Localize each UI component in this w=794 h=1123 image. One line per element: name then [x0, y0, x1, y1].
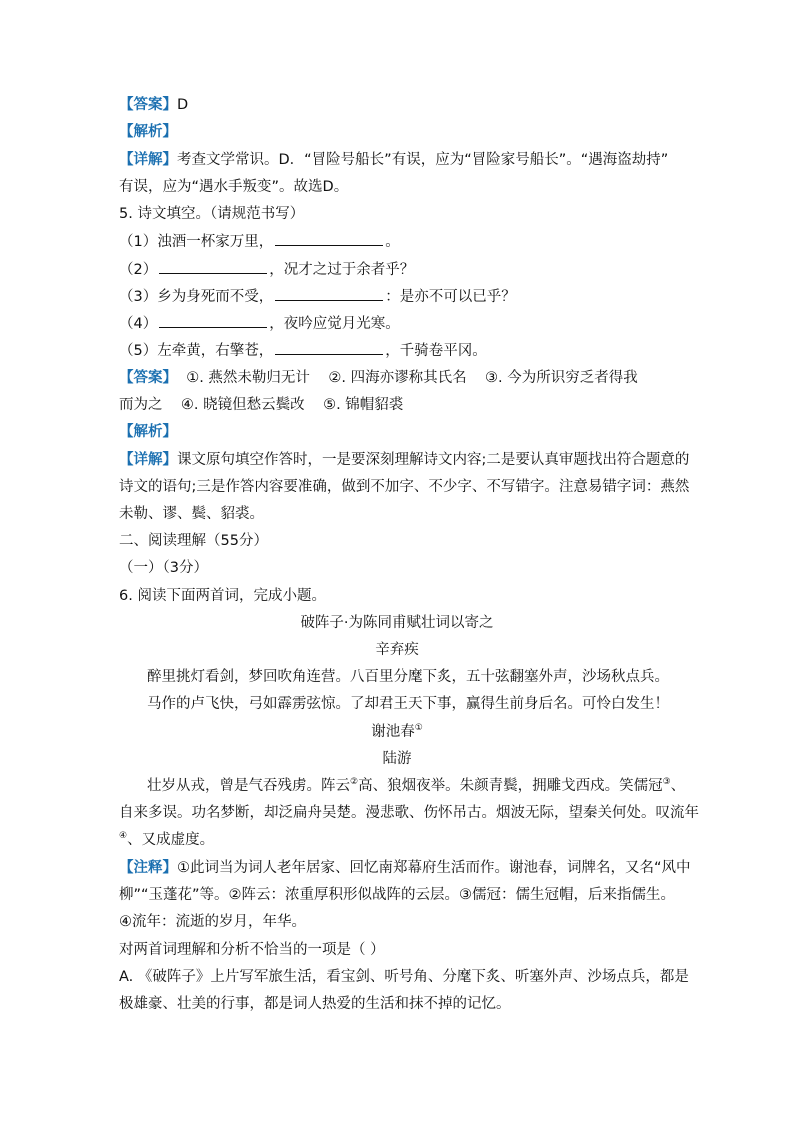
fill-blank [159, 259, 267, 274]
item-post: ：是亦不可以已乎？ [385, 289, 516, 305]
q5-item-4 [119, 313, 400, 334]
q5-item-3 [119, 286, 516, 307]
fill-blank [275, 231, 383, 246]
analysis-tag: 【解析】 [119, 424, 177, 440]
poem2-line-2: 自来多误。功名梦断，却泛扁舟吴楚。漫悲歌、伤怀吊古。烟波无际，望秦关何处。叹流年 [119, 805, 699, 821]
detail-text: 课文原句填空作答时，一是要深刻理解诗文内容;二是要认真审题找出符合题意的 [177, 452, 690, 468]
detail-tag: 【详解】 [119, 452, 177, 468]
answer-tag: 【答案】 [119, 97, 177, 113]
item-post: ，千骑卷平冈。 [385, 343, 487, 359]
q5-item-5 [119, 340, 487, 361]
item-pre: （5）左牵黄，右擎苍， [119, 343, 274, 359]
poem1-line-2: 马作的卢飞快，弓如霹雳弦惊。了却君王天下事，赢得生前身后名。可怜白发生！ [147, 696, 669, 712]
detail-text: 诗文的语句;三是作答内容要准确，做到不加字、不少字、不写错字。注意易错字词：燕然 [119, 479, 690, 495]
detail-text: 未勒、谬、鬓、貂裘。 [119, 506, 264, 522]
question-title: 5. 诗文填空。（请规范书写） [119, 206, 305, 222]
section-title [119, 531, 268, 551]
q4-detail-line-2 [119, 177, 348, 197]
question-title: 6. 阅读下面两首词，完成小题。 [119, 588, 326, 604]
item-pre: （1）浊酒一杯家万里， [119, 234, 274, 250]
poem2-author: 陆游 [382, 751, 412, 767]
q5-detail-line-2 [119, 477, 689, 497]
answer-text: 而为之 ④. 晓镜但愁云鬓改 ⑤. 锦帽貂裘 [119, 397, 404, 413]
subsection-heading: （一）（3分） [119, 560, 208, 576]
q5-detail-line-3 [119, 504, 264, 524]
q4-answer-line [119, 95, 188, 115]
footnote-marker: ③ [662, 777, 671, 788]
footnote-marker: ① [414, 723, 423, 734]
item-post: ，况才之过于余者乎？ [269, 262, 415, 278]
detail-tag: 【详解】 [119, 152, 177, 168]
q5-answer-line-1 [119, 368, 638, 388]
q5-answer-line-2 [119, 395, 403, 415]
detail-text: 考查文学常识。D．“冒险号船长”有误，应为“冒险家号船长”。“遇海盗劫持” [177, 152, 669, 168]
item-pre: （3）乡为身死而不受， [119, 289, 274, 305]
fill-blank [275, 286, 383, 301]
q5-item-2 [119, 259, 414, 280]
poem1-title: 破阵子·为陈同甫赋壮词以寄之 [300, 615, 494, 631]
note-line-2: 柳”“玉蓬花”等。②阵云：浓重厚积形似战阵的云层。③儒冠：儒生冠帽，后来指儒生。 [119, 887, 676, 903]
item-pre: （4） [119, 316, 158, 332]
answer-text: ①. 燕然未勒归无计 ②. 四海亦谬称其氏名 ③. 今为所识穷乏者得我 [177, 370, 638, 386]
poem2-title-text: 谢池春 [371, 724, 415, 740]
subsection-title [119, 558, 208, 578]
q5-analysis-line [119, 422, 177, 442]
note-tag: 【注释】 [119, 860, 177, 876]
item-post: ，夜吟应觉月光寒。 [269, 316, 400, 332]
q4-detail-line-1 [119, 150, 668, 170]
option-a-line-1: A. 《破阵子》上片写军旅生活，看宝剑、听号角、分麾下炙、听塞外声、沙场点兵，都是 [119, 969, 689, 985]
footnote-marker: ④ [119, 831, 128, 842]
fill-blank [159, 313, 267, 328]
poem2-line-3 [119, 830, 214, 850]
poem1-author: 辛弃疾 [375, 642, 419, 658]
q4-analysis-line [119, 122, 177, 142]
poem2-line-1 [147, 776, 685, 796]
note-line-1 [119, 858, 691, 878]
footnote-marker: ② [350, 777, 359, 788]
note-line-3: ④流年：流逝的岁月，年华。 [119, 914, 306, 930]
fill-blank [275, 340, 383, 355]
item-post: 。 [385, 234, 400, 250]
detail-text: 有误，应为“遇水手叛变”。故选D。 [119, 179, 349, 195]
section-heading: 二、阅读理解（55分） [119, 533, 268, 549]
answer-tag: 【答案】 [119, 370, 177, 386]
q5-item-1 [119, 231, 400, 252]
q6-question: 对两首词理解和分析不恰当的一项是（ ） [119, 942, 385, 958]
poem2-title [119, 722, 675, 742]
poem-text: 、 [670, 778, 686, 794]
poem-text: 高、狼烟夜举。朱颜青鬓，拥雕戈西戍。笑儒冠 [358, 778, 663, 794]
answer-value: D [177, 97, 189, 113]
analysis-tag: 【解析】 [119, 124, 177, 140]
poem-text: 壮岁从戎，曾是气吞残虏。阵云 [147, 778, 350, 794]
note-text: ①此词当为词人老年居家、回忆南郑幕府生活而作。谢池春，词牌名，又名“风中 [177, 860, 691, 876]
poem1-line-1: 醉里挑灯看剑，梦回吹角连营。八百里分麾下炙，五十弦翻塞外声，沙场秋点兵。 [147, 669, 669, 685]
q6-title [119, 586, 326, 606]
option-a-line-2: 极雄豪、壮美的行事，都是词人热爱的生活和抹不掉的记忆。 [119, 996, 511, 1012]
q5-title [119, 204, 304, 224]
poem-text: 、又成虚度。 [127, 832, 215, 848]
q5-detail-line-1 [119, 450, 689, 470]
item-pre: （2） [119, 262, 158, 278]
